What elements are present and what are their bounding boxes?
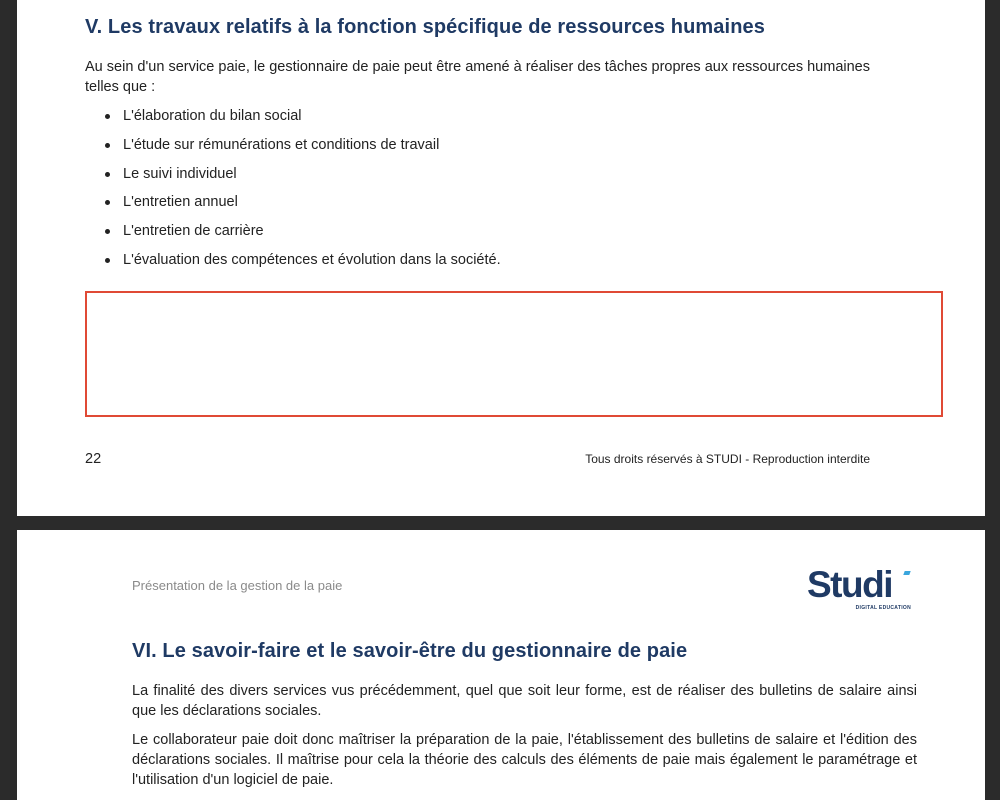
intro-paragraph: Au sein d'un service paie, le gestionnaire de paie peut être amené à réaliser des tâches propres aux ressources humaines telles que :	[85, 59, 870, 95]
bullet-icon	[105, 229, 110, 234]
list-item: Le suivi individuel	[105, 162, 501, 191]
bullet-icon	[105, 172, 110, 177]
list-item: L'élaboration du bilan social	[105, 104, 501, 133]
footer-copyright: Tous droits réservés à STUDI - Reproduction interdite	[585, 452, 870, 466]
list-item: L'évaluation des compétences et évolution dans la société.	[105, 248, 501, 277]
bullet-icon	[105, 114, 110, 119]
document-page-22	[17, 0, 985, 516]
bullet-icon	[105, 258, 110, 263]
empty-highlight-box	[85, 291, 943, 417]
logo-accent-icon	[903, 571, 910, 575]
paragraph: Le collaborateur paie doit donc maîtriser la préparation de la paie, l'établissement des bulletins de salaire et l'édition des déclarations sociales. Il maîtrise pour cela la théorie des calculs des éléments de paie mais également le paramétrage et l'utilisation d'un logiciel de paie.	[132, 732, 917, 788]
section-heading: V. Les travaux relatifs à la fonction spécifique de ressources humaines	[85, 16, 765, 38]
bullet-icon	[105, 200, 110, 205]
paragraph: La finalité des divers services vus précédemment, quel que soit leur forme, est de réaliser des bulletins de salaire ainsi que les déclarations sociales.	[132, 683, 917, 719]
running-header: Présentation de la gestion de la paie	[132, 578, 343, 593]
page-number: 22	[85, 451, 102, 467]
list-item: L'étude sur rémunérations et conditions de travail	[105, 133, 501, 162]
bullet-icon	[105, 143, 110, 148]
document-page-23	[17, 530, 985, 800]
bullet-list	[105, 104, 501, 277]
list-item: L'entretien annuel	[105, 190, 501, 219]
list-item: L'entretien de carrière	[105, 219, 501, 248]
section-heading: VI. Le savoir-faire et le savoir-être du gestionnaire de paie	[132, 640, 688, 662]
studi-logo: Studi DIGITAL EDUCATION	[807, 564, 911, 611]
